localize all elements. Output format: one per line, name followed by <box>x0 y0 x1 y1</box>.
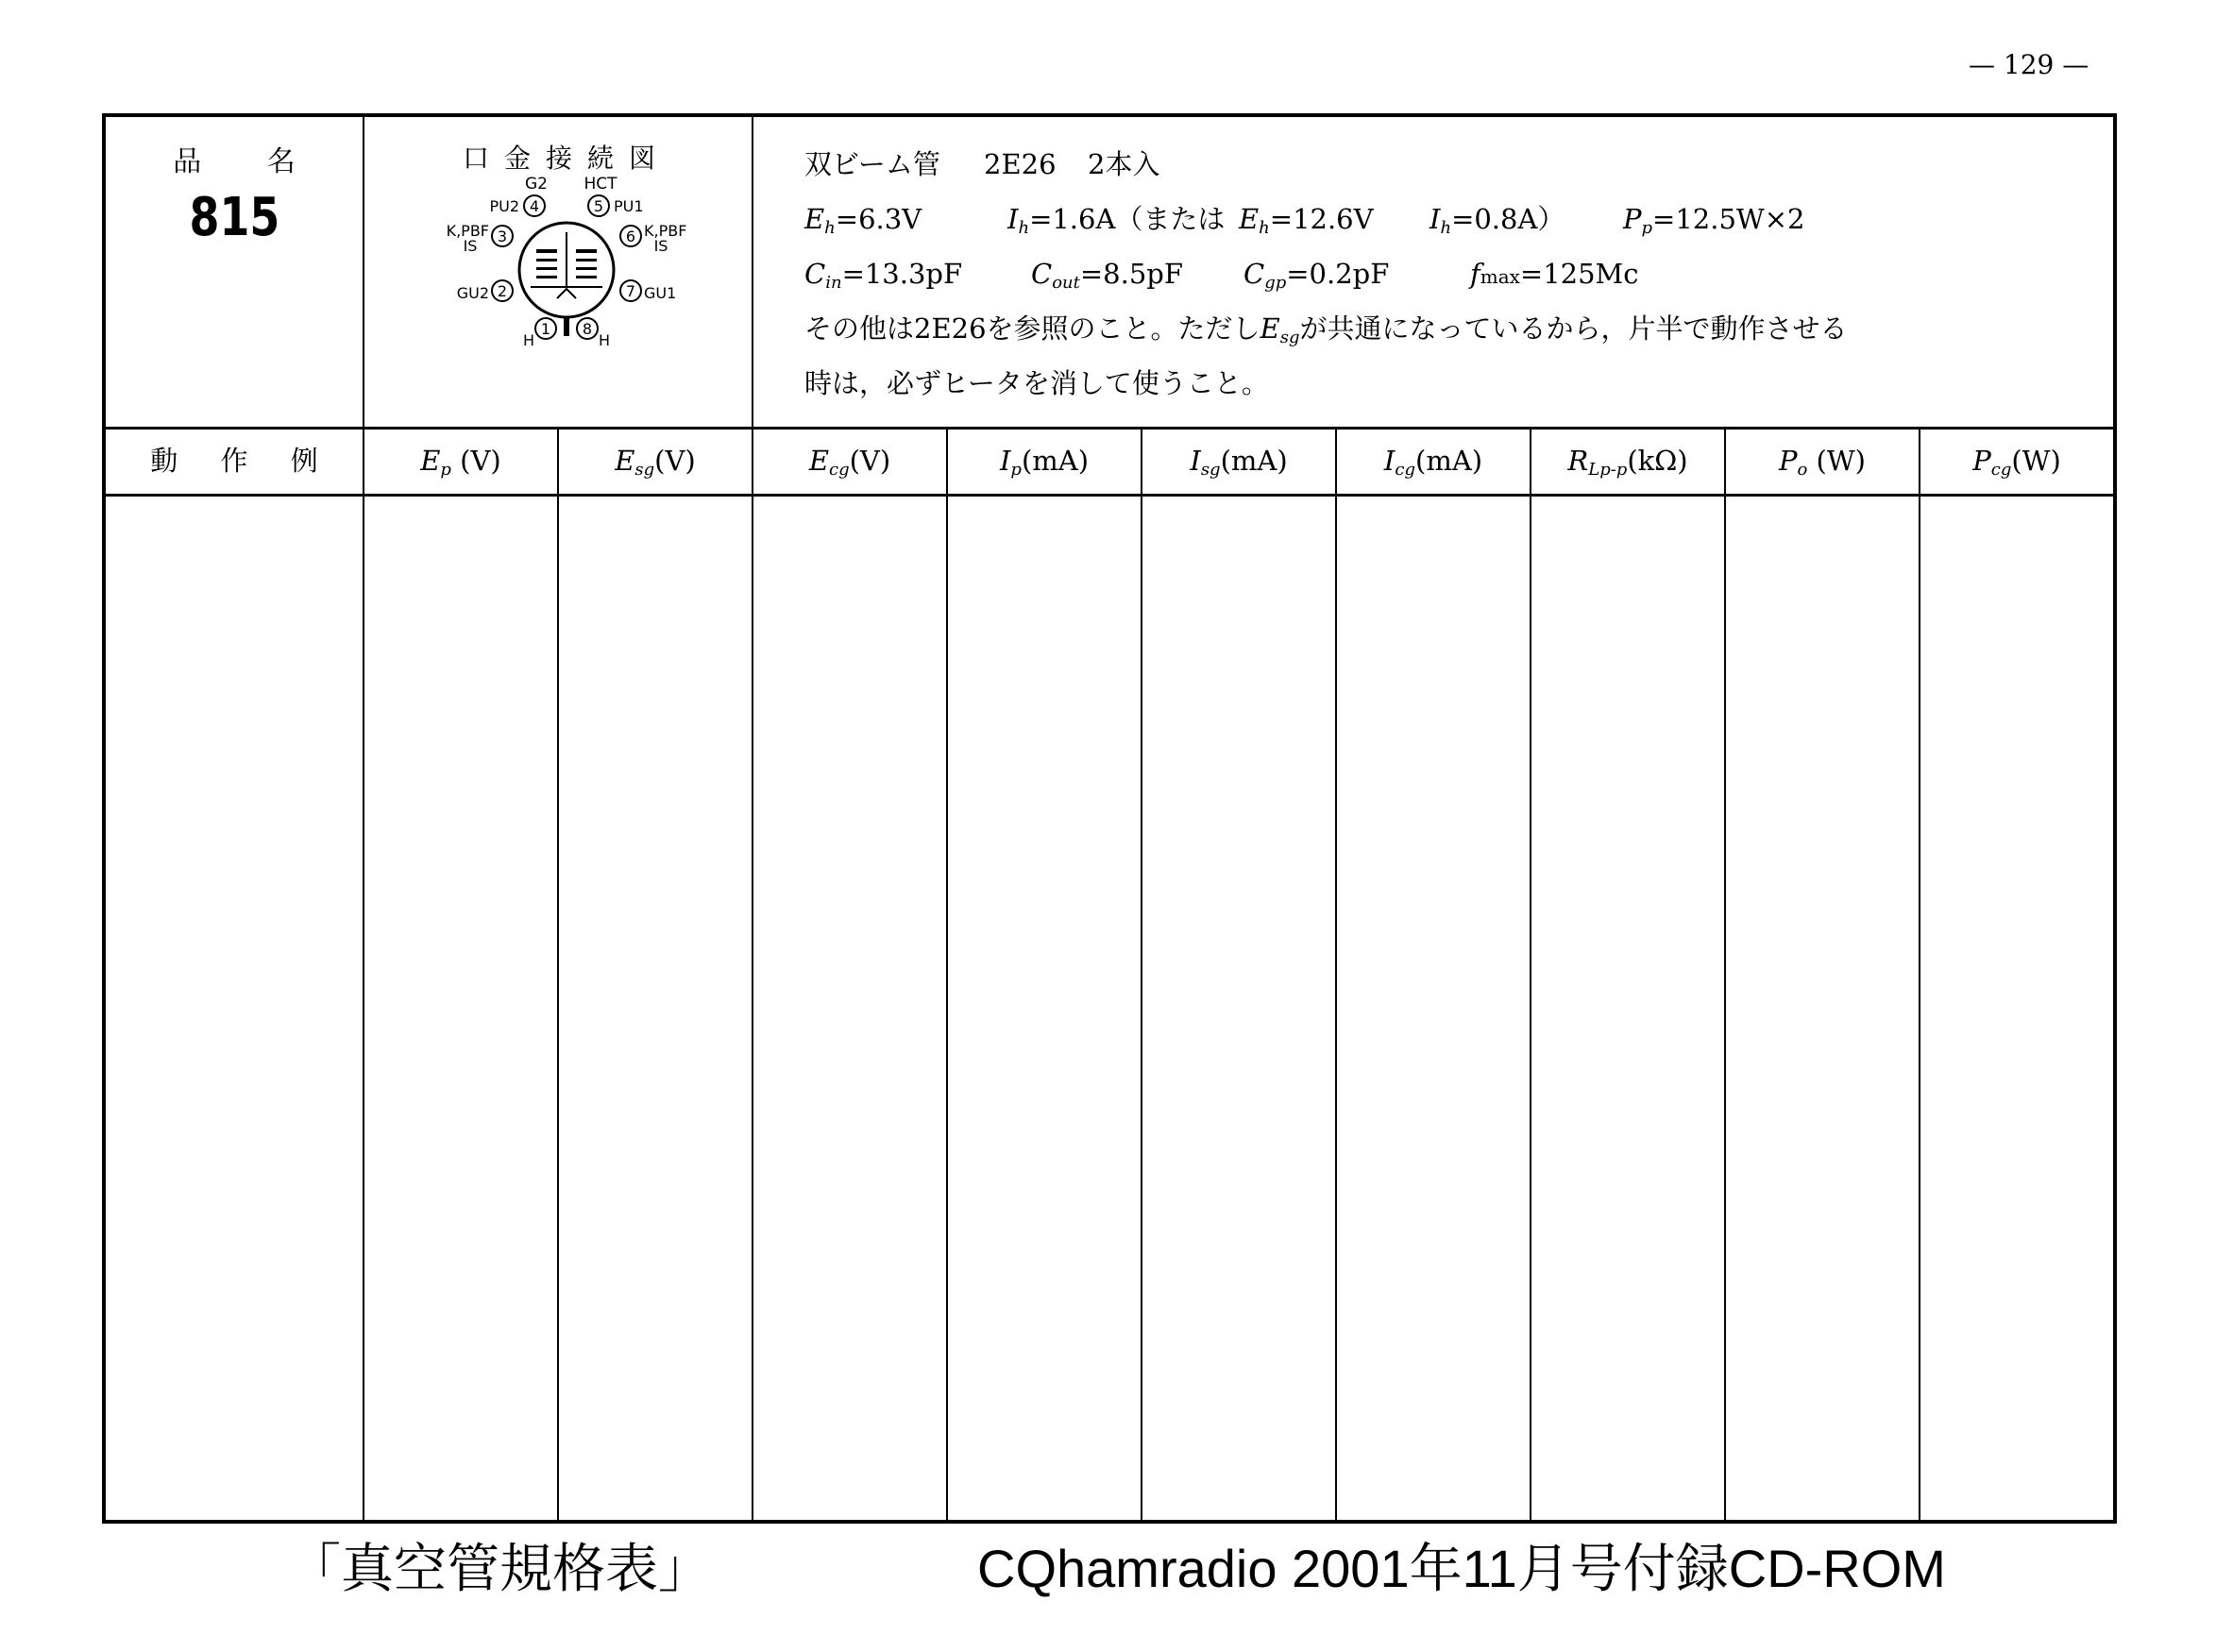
header-symbol: I <box>999 445 1011 477</box>
spec-text <box>804 145 2107 419</box>
pin-number: 5 <box>593 197 604 215</box>
spec-line-4: その他は2E26を参照のこと。ただし$E_{sg}$が共通になっているから，片半で動作させる <box>804 312 1848 347</box>
plate-dissipation: $P_p=12.5W\times 2$ <box>1623 203 1805 238</box>
grid-plate-capacitance: $C_{gp}=0.2pF$ <box>1243 258 1390 293</box>
column-rule <box>946 429 948 1520</box>
header-unit: (mA) <box>1415 445 1483 477</box>
pin-label: K,PBF <box>644 222 687 240</box>
heater-voltage-alt: $E_h=12.6V$ <box>1239 203 1374 238</box>
base-connection-cell <box>364 117 753 349</box>
column-rule <box>363 117 364 1520</box>
pin-number: 8 <box>582 320 593 338</box>
tube-spec-sheet <box>102 113 2117 1524</box>
header-symbol: I <box>1383 445 1396 477</box>
spec-line-1 <box>804 145 2107 200</box>
pin-label: PU2 <box>489 197 519 215</box>
pin-number: 1 <box>540 320 551 338</box>
max-frequency: fmax=125Mc <box>1470 258 1639 290</box>
header-symbol: E <box>808 445 829 477</box>
pin-label: HCT <box>584 176 617 194</box>
pin-label: GU2 <box>456 284 489 302</box>
heater-current-alt-value: =0.8A） <box>1451 203 1565 235</box>
electrode <box>576 267 597 270</box>
note-text: その他は2E26を参照のこと。ただし <box>804 312 1260 345</box>
heater-current-alt: $I_h=0.8A$） <box>1429 203 1565 238</box>
header-subscript: cg <box>1990 460 2012 480</box>
pin-number: 3 <box>497 228 508 245</box>
tube-type: 双ビーム管 <box>804 148 940 180</box>
pin-label: PU1 <box>614 197 644 215</box>
heater-symbol <box>557 289 576 298</box>
spec-line-2 <box>804 200 2107 255</box>
column-header-ecg <box>753 429 946 493</box>
column-header-icg <box>1337 429 1530 493</box>
header-unit: (W) <box>2011 445 2061 477</box>
base-connection-diagram <box>425 176 708 364</box>
header-unit: (mA) <box>1220 445 1288 477</box>
header-unit: (mA) <box>1021 445 1090 477</box>
equivalent-tube: 2E26 <box>984 148 1057 180</box>
header-symbol: R <box>1567 445 1589 477</box>
column-header-ep <box>364 429 557 493</box>
header-symbol: E <box>615 445 635 477</box>
header-unit: (kΩ) <box>1627 445 1688 477</box>
column-rule <box>557 429 559 1520</box>
column-header-po <box>1726 429 1919 493</box>
column-rule <box>1141 429 1142 1520</box>
heater-voltage-value: =6.3V <box>835 203 922 235</box>
column-rule <box>1530 429 1531 1520</box>
electrode <box>536 267 557 270</box>
header-subscript: Lp-p <box>1588 460 1628 480</box>
column-header-rlpp <box>1531 429 1724 493</box>
header-symbol: P <box>1972 445 1991 477</box>
column-rule <box>1335 429 1337 1520</box>
note-text: が共通になっているから，片半で動作させる <box>1299 312 1848 345</box>
header-symbol: E <box>420 445 441 477</box>
pin-number: 7 <box>625 282 636 300</box>
column-header-esg <box>559 429 752 493</box>
pin-label: G2 <box>525 176 548 194</box>
pin-label: IS <box>653 237 668 255</box>
input-capacitance: $C_{in}=13.3pF$ <box>804 258 963 293</box>
column-header-pcg <box>1920 429 2113 493</box>
product-name-cell <box>106 117 363 248</box>
pin-label: IS <box>463 237 478 255</box>
pin-label: H <box>522 331 535 349</box>
heater-current-value: =1.6A（または <box>1029 203 1226 235</box>
pin-label: H <box>598 331 611 349</box>
heater-current: $I_h=1.6A$（または <box>1007 203 1226 238</box>
max-frequency-value: =125Mc <box>1519 258 1639 290</box>
header-bottom-rule <box>106 494 2113 497</box>
column-header-isg <box>1142 429 1335 493</box>
product-name: 815 <box>189 187 279 248</box>
electrode <box>576 249 597 253</box>
tube-count: 2本入 <box>1088 148 1160 180</box>
header-symbol: I <box>1190 445 1201 477</box>
heater-voltage: $E_h=6.3V$ <box>804 203 922 238</box>
pin-number: 2 <box>497 282 508 300</box>
header-subscript: p <box>440 460 451 480</box>
pin-label: GU1 <box>644 284 677 302</box>
electrode <box>576 259 597 261</box>
header-subscript: cg <box>1395 460 1415 480</box>
output-capacitance: $C_{out}=8.5pF$ <box>1031 258 1183 293</box>
footer-left: 「真空管規格表」 <box>288 1539 711 1598</box>
grid-plate-capacitance-value: =0.2pF <box>1286 258 1390 290</box>
operating-example-header: 動 作 例 <box>150 445 335 477</box>
electrode <box>576 276 597 278</box>
header-unit: (V) <box>654 445 696 477</box>
footer-right: CQhamradio 2001年11月号付録CD-ROM <box>977 1539 1946 1598</box>
header-subscript: p <box>1010 460 1022 480</box>
pin-label: K,PBF <box>446 222 489 240</box>
header-subscript: sg <box>1200 460 1221 480</box>
header-symbol: P <box>1778 445 1798 477</box>
header-unit: (W) <box>1807 445 1866 477</box>
header-unit: (V) <box>450 445 501 477</box>
electrode <box>536 276 557 278</box>
heater-voltage-alt-value: =12.6V <box>1269 203 1374 235</box>
input-capacitance-value: =13.3pF <box>841 258 963 290</box>
header-subscript: sg <box>634 460 655 480</box>
output-capacitance-value: =8.5pF <box>1079 258 1183 290</box>
header-unit: (V) <box>849 445 891 477</box>
electrode <box>536 249 557 253</box>
column-rule <box>1724 429 1726 1520</box>
pin-number: 6 <box>625 228 636 245</box>
page-number: — 129 — <box>1969 49 2089 80</box>
header-subscript: cg <box>828 460 850 480</box>
spec-line-3 <box>804 255 2107 310</box>
plate-dissipation-value: =12.5W×2 <box>1652 203 1805 235</box>
column-header-ip <box>948 429 1141 493</box>
column-rule <box>752 117 753 1520</box>
base-connection-label: 口金接続図 <box>462 143 670 174</box>
column-rule <box>1919 429 1920 1520</box>
product-name-label: 品 名 <box>173 145 324 178</box>
spec-line-5: 時は，必ずヒータを消して使うこと。 <box>804 367 1269 399</box>
header-subscript: o <box>1797 460 1808 480</box>
electrode <box>536 259 557 261</box>
pin-number: 4 <box>529 197 540 215</box>
